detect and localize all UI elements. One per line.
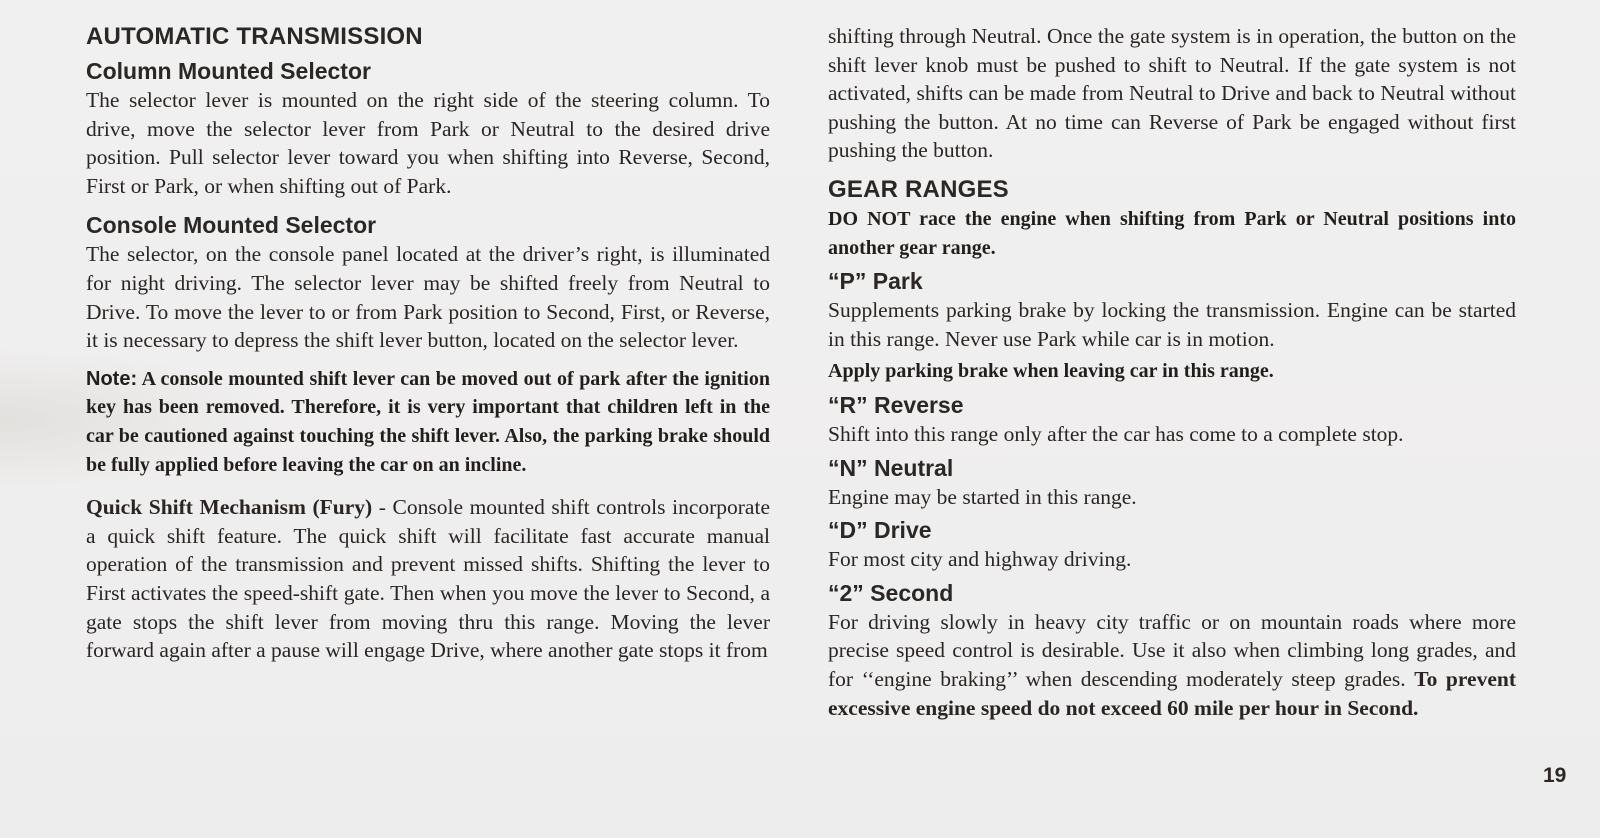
reverse-heading: “R” Reverse xyxy=(828,391,964,418)
second-heading: “2” Second xyxy=(828,579,954,606)
column-selector-body: The selector lever is mounted on the right side of the steering column. To drive, move the selector lever from Park or Neutral to the desired drive position. Pull selector lever toward you when shifting into Reverse, Second, First or Park, or when shifting out of Park. xyxy=(86,88,770,198)
gear-ranges-heading: GEAR RANGES xyxy=(828,175,1009,203)
section-title: AUTOMATIC TRANSMISSION xyxy=(86,23,423,50)
quick-shift-body: - Console mounted shift controls incorporate a quick shift feature. The quick shift will facilitate fast accurate manual operation of the transmission and prevent missed shifts. Shifting the lever to First activates the speed-shift gate. Then when you move the lever to Second, a gate stops the shift lever from moving thru this range. Moving the lever forward again after a pause will engage Drive, where another gate stops it from xyxy=(86,495,770,663)
page-number: 19 xyxy=(1543,764,1567,787)
neutral-heading: “N” Neutral xyxy=(828,454,954,481)
gear-ranges-warning: DO NOT race the engine when shifting from Park or Neutral positions into another gear range. xyxy=(828,207,1516,259)
drive-heading: “D” Drive xyxy=(828,517,932,544)
second-body: For driving slowly in heavy city traffic or on mountain roads where more precise speed control is desirable. Use it also when climbing long grades, and for ‘‘engine braking’’ when descending moderately steep grades. xyxy=(828,609,1516,691)
drive-body: For most city and highway driving. xyxy=(828,547,1132,572)
park-warning: Apply parking brake when leaving car in this range. xyxy=(828,360,1274,383)
note-label: Note: xyxy=(86,367,138,390)
right-column xyxy=(828,22,1516,722)
continuation-paragraph: shifting through Neutral. Once the gate system is in operation, the button on the shift lever knob must be pushed to shift to Neutral. If the gate system is not activated, shifts can be made from Neutral to Drive and back to Neutral without pushing the button. At no time can Reverse of Park be engaged without first pushing the button. xyxy=(828,24,1516,163)
console-selector-heading: Console Mounted Selector xyxy=(86,212,377,239)
quick-shift-paragraph xyxy=(86,493,770,665)
park-heading: “P” Park xyxy=(828,268,923,295)
quick-shift-lead: Quick Shift Mechanism (Fury) xyxy=(86,495,373,520)
second-paragraph xyxy=(828,608,1516,722)
column-selector-heading: Column Mounted Selector xyxy=(86,58,371,84)
reverse-body: Shift into this range only after the car has come to a complete stop. xyxy=(828,421,1404,446)
left-column xyxy=(86,22,770,665)
console-selector-body: The selector, on the console panel located at the driver’s right, is illuminated for night driving. The selector lever may be shifted freely from Neutral to Drive. To move the lever to or from Park position to Second, First, or Reverse, it is necessary to depress the shift lever button, located on the selector lever. xyxy=(86,242,770,353)
note-body: A console mounted shift lever can be moved out of park after the ignition key has been removed. Therefore, it is very important that children left in the car be cautioned against touching the shift lever. Also, the parking brake should be fully applied before leaving the car on an incline. xyxy=(86,367,770,476)
second-warning: To prevent excessive engine speed do not exceed 60 mile per hour in Second. xyxy=(828,666,1516,720)
note-paragraph xyxy=(86,365,770,479)
park-body: Supplements parking brake by locking the transmission. Engine can be started in this range. Never use Park while car is in motion. xyxy=(828,298,1516,351)
neutral-body: Engine may be started in this range. xyxy=(828,484,1137,509)
